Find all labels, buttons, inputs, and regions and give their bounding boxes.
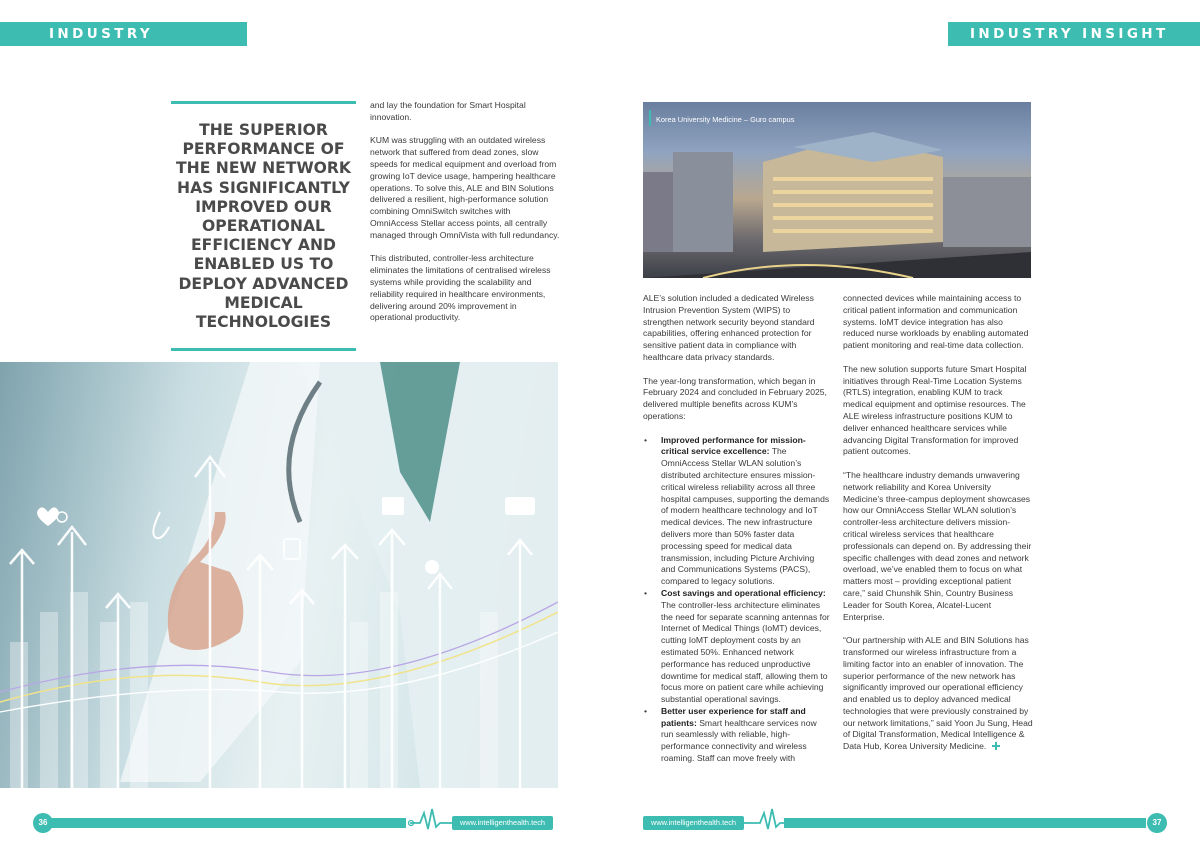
bullet-title: Cost savings and operational efficiency: [661,587,826,598]
footer-url-right[interactable]: www.intelligenthealth.tech [643,816,744,830]
section-tab-left: INDUSTRY INSIGHT [0,22,247,46]
paragraph: connected devices while maintaining access to critical patient information and communication systems. IoMT device integration has also reduced nurse workloads by enabling automated patient monitoring and real-time data collection. [843,293,1029,351]
hospital-campus-photo [643,102,1031,278]
heart-plus-icon [37,507,59,526]
pull-quote: THE SUPERIOR PERFORMANCE OF THE NEW NETWORK HAS SIGNIFICANTLY IMPROVED OUR OPERATIONAL EFFICIENCY AND ENABLED US TO DEPLOY ADVANCED MEDICAL TECHNOLOGIES [176,121,351,332]
pills-icon [425,560,439,574]
article-column-3 [843,293,1033,753]
bullet-title: Improved performance for mission-critical service excellence: [661,434,806,457]
ambulance-icon [505,497,535,515]
bullet-text: The controller-less architecture eliminates the need for separate scanning antennas for Internet of Medical Things (IoMT) devices, cutting IoMT deployment costs by an estimated 50%. Enhanced network performance has reduced unproductive downtime for medical staff, allowing them to focus more on patient care while achieving substantial operational savings. [661,599,830,705]
page-number-left: 36 [33,813,53,833]
footer-bar-left [40,818,406,828]
footer-bar-right [784,818,1146,828]
paragraph: KUM was struggling with an outdated wireless network that suffered from dead zones, slow speeds for medical equipment and overload from growing IoT device usage, hampering healthcare operations. To solve this, ALE and BIN Solutions delivered a resilient, high-performance solution combining OmniSwitch switches with OmniAccess Stellar access points, all centrally managed through OmniVista with full redundancy. [370,135,560,240]
page-number-right: 37 [1147,813,1167,833]
paragraph: “The healthcare industry demands unwavering network reliability and Korea University Medicine’s three-campus deployment showcases how our OmniAccess Stellar WLAN solution’s controller-less architecture delivers mission-critical wireless services that healthcare professionals can depend on. By addressing their specific challenges with dead zones and network overload, we’ve enabled them to focus on what matters most – providing exceptional patient care,” said Chunshik Shin, Country Business Leader for South Korea, Alcatel-Lucent Enterprise. [843,469,1032,622]
paragraph: and lay the foundation for Smart Hospital innovation. [370,100,526,122]
stethoscope-icon [153,512,169,538]
bullet-title: Better user experience for staff and patients: [661,705,806,728]
footer-url-left[interactable]: www.intelligenthealth.tech [452,816,553,830]
ecg-line-icon [408,807,458,831]
list-item [643,435,831,588]
closing-quote-text: “Our partnership with ALE and BIN Solutions has transformed our wireless infrastructure from a limiting factor into an enabler of innovation. The superior performance of the new network has significantly improved our operational efficiency and enabled us to deploy advanced medical technologies that were previously constrained by our network limitations,” said Yoon Ju Sung, Head of Digital Transformation, Medical Intelligence & Data Hub, Korea University Medicine. [843,635,1033,752]
benefits-list [643,435,831,765]
article-column-1 [370,100,560,324]
pull-quote-top-rule [171,101,356,104]
paragraph: The new solution supports future Smart Hospital initiatives through Real-Time Location Systems (RTLS) integration, enabling KUM to track medical equipment and optimise resources. The ALE wireless infrastructure positions KUM to deliver enhanced healthcare services while advancing Digital Transformation for improved patient outcomes. [843,363,1027,457]
doctor-illustration-art [0,362,558,788]
paragraph: This distributed, controller-less architecture eliminates the limitations of centralised wireless systems while providing the scalability and reliability required in healthcare environments, delivering around 20% improvement in operational productivity. [370,253,551,323]
end-plus-icon [992,742,1000,750]
medical-kit-icon [382,497,404,515]
bullet-text: Smart healthcare services now run seamlessly with reliable, high-performance connectivity and wireless roaming. Staff can move freely with [661,717,817,764]
paragraph [843,635,1033,753]
caption-accent-plus-icon [647,110,653,126]
pull-quote-bottom-rule [171,348,356,351]
section-tab-right: INDUSTRY INSIGHT [948,22,1200,46]
doctor-illustration [0,362,558,788]
paragraph: ALE’s solution included a dedicated Wireless Intrusion Prevention System (WIPS) to strengthen network security beyond standard capabilities, offering enhanced protection for sensitive patient data in compliance with healthcare data privacy standards. [643,293,815,362]
paragraph: The year-long transformation, which began in February 2024 and concluded in February 2025, delivered multiple benefits across KUM’s operations: [643,375,827,421]
hospital-building-art [643,102,1031,278]
list-item [643,706,831,765]
photo-caption: Korea University Medicine – Guro campus [656,115,795,124]
list-item [643,588,831,706]
article-column-2 [643,293,831,765]
bullet-text: The OmniAccess Stellar WLAN solution’s distributed architecture ensures mission-critical wireless reliability across all three hospital campuses, supporting the demands of modern healthcare technology and IoT medical devices. The new infrastructure delivers more than 50% faster data processing speed for medical data transmission, including Picture Archiving and Communications Systems (PACS), compared to legacy solutions. [661,446,830,587]
